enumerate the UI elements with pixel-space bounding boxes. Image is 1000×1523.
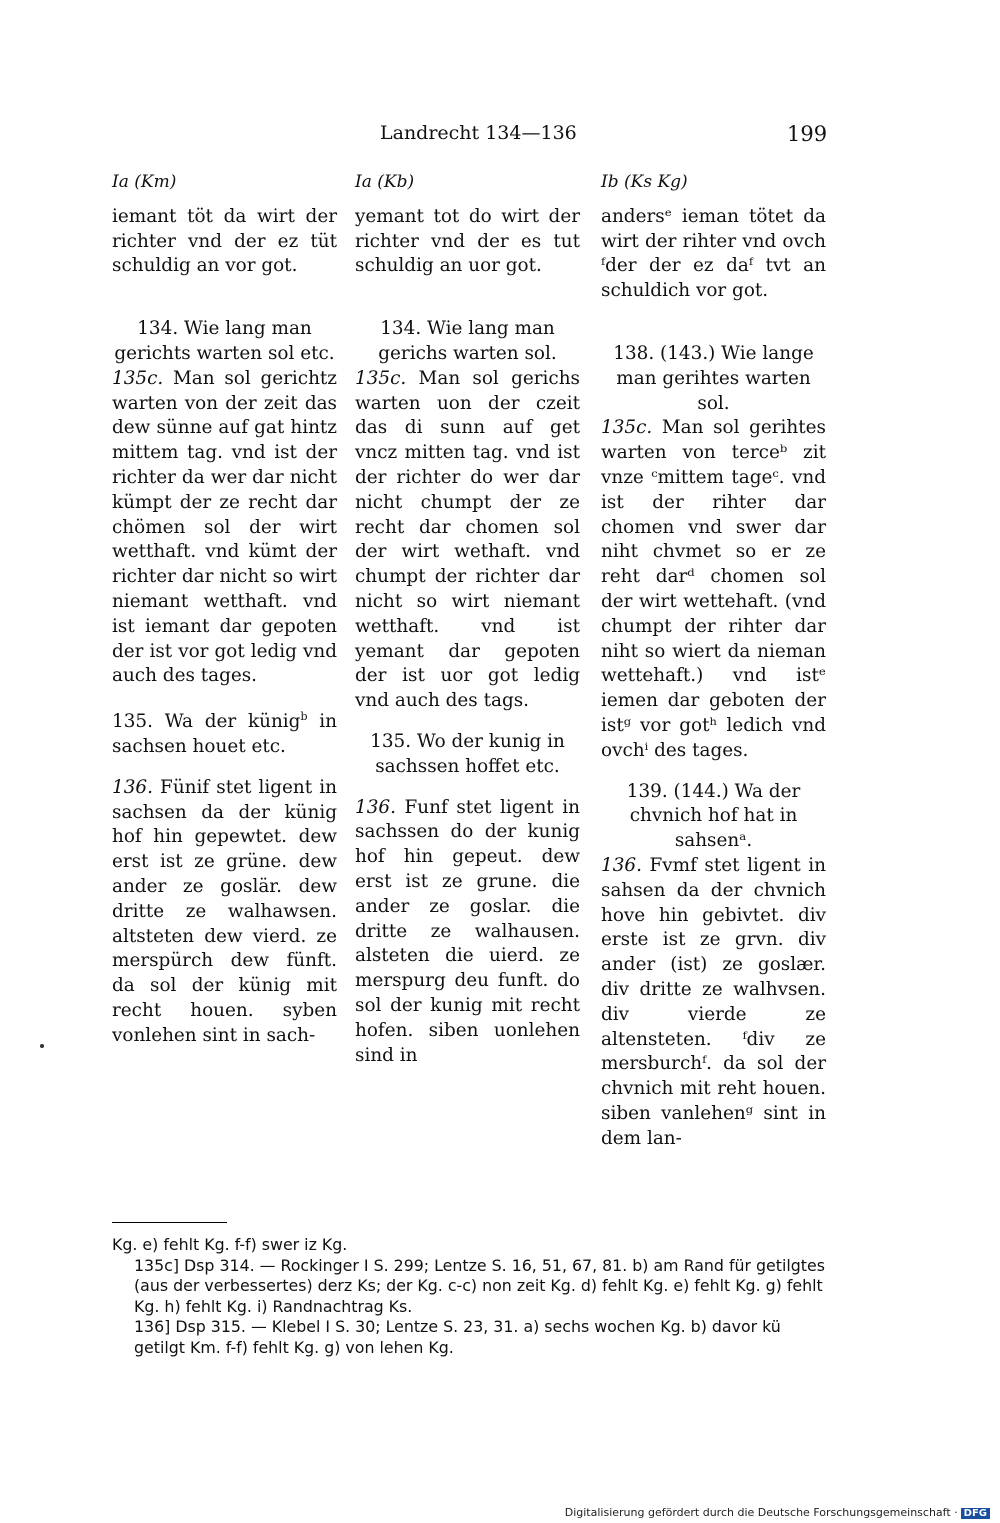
siglum: Ia (Kb)	[355, 172, 415, 192]
footnote-rule	[112, 1222, 227, 1223]
note-line: 135c] Dsp 314. — Rockinger I S. 299; Lentze S. 16, 51, 67, 81. b) am Rand für getilgtes (aus der verbessertes) derz Ks; der Kg. c-c) non zeit Kg. d) fehlt Kg. e) fehlt Kg. g) fehlt Kg. h) fehlt Kg. i) Randnachtrag Ks.	[134, 1255, 825, 1316]
margin-mark	[40, 1044, 44, 1048]
chapter-heading: 134. Wie lang man gerichs warten sol.	[378, 318, 557, 364]
chapter-heading: 138. (143.) Wie lange man gerihtes warten sol.	[613, 342, 814, 414]
section-ref: 135c.	[112, 367, 164, 389]
chapter-heading: 135. Wo der kunig in sachssen hoffet etc.	[370, 730, 565, 777]
paragraph: 136. Funf stet ligent in sachssen do der kunig hof hin gepeut. dew erst ist ze grune. die ander ze goslar. die dritte ze walhausen. alsteten die uierd. ze merspurg deu funft. do sol der kunig mit recht hofen. siben uonlehen sind in	[355, 796, 580, 1066]
column-ib-ks-kg	[601, 170, 826, 1151]
page-number: 199	[787, 122, 828, 146]
running-head: Landrecht 134—136	[380, 122, 577, 144]
paragraph: yemant tot do wirt der richter vnd der es tut schuldig an uor got.	[355, 205, 580, 277]
chapter-heading: 139. (144.) Wa der chvnich hof hat in sahsenᵃ.	[626, 780, 801, 852]
digitization-credit: Digitalisierung gefördert durch die Deutsche Forschungsgemeinschaft · DFG	[565, 1506, 990, 1519]
section-ref: 135c.	[355, 367, 407, 389]
paragraph: 135c. Man sol gerihtes warten von terceᵇ zit vnze ᶜmittem tageᶜ. vnd ist der rihter dar chomen vnd swer dar niht chvmet so er ze reht darᵈ chomen sol der wirt wettehaft. (vnd chumpt der rihter dar niht so wiert da nieman wettehaft.) vnd istᵉ iemen dar geboten der istᵍ vor gotʰ ledich vnd ovchⁱ des tages.	[601, 417, 826, 761]
apparatus-notes	[112, 1235, 828, 1358]
paragraph: 135c. Man sol gerichtz warten von der zeit das dew sünne auf gat hintz mittem tag. vnd ist der richter da wer dar nicht kümpt der ze recht dar chömen sol der wirt wetthaft. vnd kümt der richter dar nicht so wirt niemant wetthaft. vnd ist iemant dar gepoten der ist vor got ledig vnd auch des tages.	[112, 367, 337, 687]
section-ref: 135c.	[601, 417, 653, 439]
paragraph: 136. Fünif stet ligent in sachsen da der künig hof hin gepewtet. dew erst ist ze grüne. dew ander ze goslär. dew dritte ze walhawsen. altsteten dew vierd. ze merspürch dew fünft. da sol der künig mit recht houen. syben vonlehen sint in sach-	[112, 776, 337, 1046]
section-ref: 136.	[112, 776, 153, 798]
section-ref: 136.	[601, 854, 642, 876]
siglum: Ib (Ks Kg)	[601, 172, 688, 192]
paragraph: 136. Fvmf stet ligent in sahsen da der chvnich hove hin gebivtet. div erste ist ze grvn. div ander (ist) ze goslær. div dritte ze walhvsen. div vierde ze altensteten. ᶠdiv ze mersburchᶠ. da sol der chvnich mit reht houen. siben vanlehenᵍ sint in dem lan-	[601, 854, 826, 1149]
chapter-heading: 135. Wa der künig$^b$ in sachsen houet etc.	[112, 710, 337, 758]
siglum: Ia (Km)	[112, 172, 177, 192]
paragraph: andersᵉ ieman tötet da wirt der rihter vnd ovch ᶠder der ez daᶠ tvt an schuldich vor got.	[601, 205, 826, 302]
column-ia-kb	[355, 170, 580, 1068]
column-ia-km	[112, 170, 337, 1049]
note-line: Kg. e) fehlt Kg. f-f) swer iz Kg.	[112, 1235, 348, 1254]
section-ref: 136.	[355, 796, 396, 818]
chapter-heading: 134. Wie lang man gerichts warten sol etc.	[114, 318, 335, 364]
paragraph: 135c. Man sol gerichs warten uon der czeit das di sunn auf get vncz mitten tag. vnd ist der richter do wer dar nicht chumpt der ze recht dar chomen sol der wirt wethaft. vnd chumpt der richter dar nicht so wirt niemant wetthaft. vnd ist yemant dar gepoten der ist uor got ledig vnd auch des tags.	[355, 367, 580, 712]
dfg-logo: DFG	[961, 1508, 990, 1519]
paragraph: iemant töt da wirt der richter vnd der ez tüt schuldig an vor got.	[112, 205, 337, 277]
note-line: 136] Dsp 315. — Klebel I S. 30; Lentze S. 23, 31. a) sechs wochen Kg. b) davor kü getilgt Km. f-f) fehlt Kg. g) von lehen Kg.	[134, 1317, 781, 1357]
